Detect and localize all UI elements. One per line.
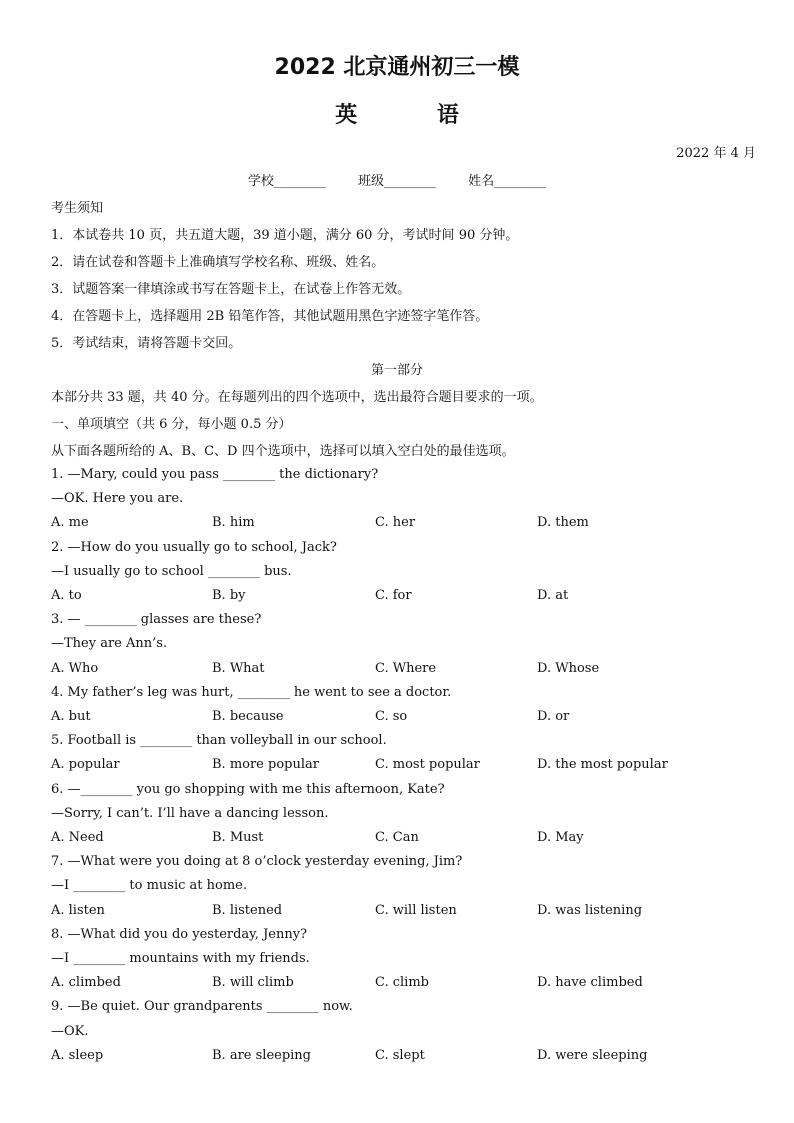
answer-option: C. Can	[375, 830, 419, 845]
question-dialogue-line: —I usually go to school ________ bus.	[51, 563, 292, 579]
answer-option: D. them	[537, 515, 589, 531]
question-dialogue-line: —I ________ mountains with my friends.	[51, 951, 310, 966]
section-title: 一、单项填空（共 6 分，每小题 0.5 分）	[51, 417, 292, 432]
answer-option: D. have climbed	[537, 975, 643, 991]
answer-option: C. so	[375, 709, 408, 724]
answer-option: B. more popular	[212, 757, 319, 773]
answer-option: B. are sleeping	[212, 1047, 311, 1063]
notice-item: 1．本试卷共 10 页，共五道大题，39 道小题，满分 60 分，考试时间 90 分钟。	[51, 228, 519, 243]
question-stem: 1. —Mary, could you pass ________ the dictionary?	[51, 467, 379, 482]
question-dialogue-line: —I ________ to music at home.	[51, 878, 247, 894]
notice-item: 4．在答题卡上，选择题用 2B 铅笔作答，其他试题用黑色字迹签字笔作答。	[51, 309, 489, 324]
part-intro: 本部分共 33 题，共 40 分。在每题列出的四个选项中，选出最符合题目要求的一项。	[51, 390, 543, 405]
school-field: 学校________	[247, 174, 326, 189]
answer-option: D. the most popular	[537, 757, 668, 773]
question-stem: 4. My father’s leg was hurt, ________ he went to see a doctor.	[51, 684, 452, 700]
part-heading: 第一部分	[370, 363, 423, 378]
answer-option: B. Must	[212, 830, 264, 845]
subject-title: 英 语	[335, 103, 495, 128]
question-stem: 8. —What did you do yesterday, Jenny?	[51, 926, 308, 942]
answer-option: C. for	[375, 588, 412, 603]
section-instruction: 从下面各题所给的 A、B、C、D 四个选项中，选择可以填入空白处的最佳选项。	[51, 444, 515, 459]
answer-option: B. listened	[212, 902, 283, 918]
answer-option: A. to	[51, 588, 82, 603]
question-dialogue-line: —They are Ann’s.	[51, 636, 168, 652]
question-stem: 5. Football is ________ than volleyball in our school.	[51, 733, 387, 749]
notice-item: 3．试题答案一律填涂或书写在答题卡上，在试卷上作答无效。	[51, 282, 411, 297]
answer-option: A. popular	[51, 757, 120, 773]
notice-item: 2．请在试卷和答题卡上准确填写学校名称、班级、姓名。	[51, 255, 385, 270]
answer-option: B. because	[212, 709, 284, 724]
question-dialogue-line: —OK.	[51, 1023, 89, 1039]
name-field: 姓名________	[468, 174, 547, 189]
answer-option: A. Who	[51, 660, 99, 676]
notice-heading: 考生须知	[51, 201, 104, 216]
answer-option: A. climbed	[51, 975, 121, 991]
answer-option: C. most popular	[375, 757, 480, 773]
answer-option: C. her	[375, 515, 416, 531]
exam-title: 2022 北京通州初三一模	[274, 55, 520, 80]
answer-option: D. or	[537, 709, 570, 724]
answer-option: C. slept	[375, 1047, 425, 1063]
answer-option: A. sleep	[51, 1047, 104, 1063]
answer-option: D. Whose	[537, 660, 600, 676]
question-stem: 6. —________ you go shopping with me this afternoon, Kate?	[51, 781, 445, 797]
question-stem: 9. —Be quiet. Our grandparents ________ now.	[51, 999, 353, 1015]
answer-option: C. Where	[375, 660, 437, 676]
answer-option: A. me	[51, 515, 89, 531]
question-stem: 2. —How do you usually go to school, Jack?	[51, 539, 337, 555]
answer-option: D. was listening	[537, 902, 643, 918]
answer-option: D. were sleeping	[537, 1047, 648, 1063]
question-dialogue-line: —OK. Here you are.	[51, 491, 184, 507]
answer-option: B. by	[212, 588, 246, 603]
class-field: 班级________	[357, 174, 436, 189]
notice-item: 5．考试结束，请将答题卡交回。	[51, 336, 242, 351]
exam-date: 2022 年 4 月	[676, 146, 756, 161]
answer-option: C. climb	[375, 975, 429, 991]
answer-option: B. will climb	[212, 975, 294, 991]
question-dialogue-line: —Sorry, I can’t. I’ll have a dancing lesson.	[51, 805, 329, 821]
question-stem: 3. — ________ glasses are these?	[51, 612, 262, 628]
answer-option: B. him	[212, 515, 255, 531]
answer-option: D. at	[537, 588, 569, 603]
answer-option: A. Need	[51, 830, 104, 845]
answer-option: A. listen	[51, 902, 105, 918]
answer-option: A. but	[51, 709, 91, 724]
student-info-fields	[0, 170, 794, 189]
question-stem: 7. —What were you doing at 8 o’clock yesterday evening, Jim?	[51, 854, 463, 870]
answer-option: C. will listen	[375, 902, 457, 918]
answer-option: B. What	[212, 660, 265, 676]
answer-option: D. May	[537, 830, 584, 845]
